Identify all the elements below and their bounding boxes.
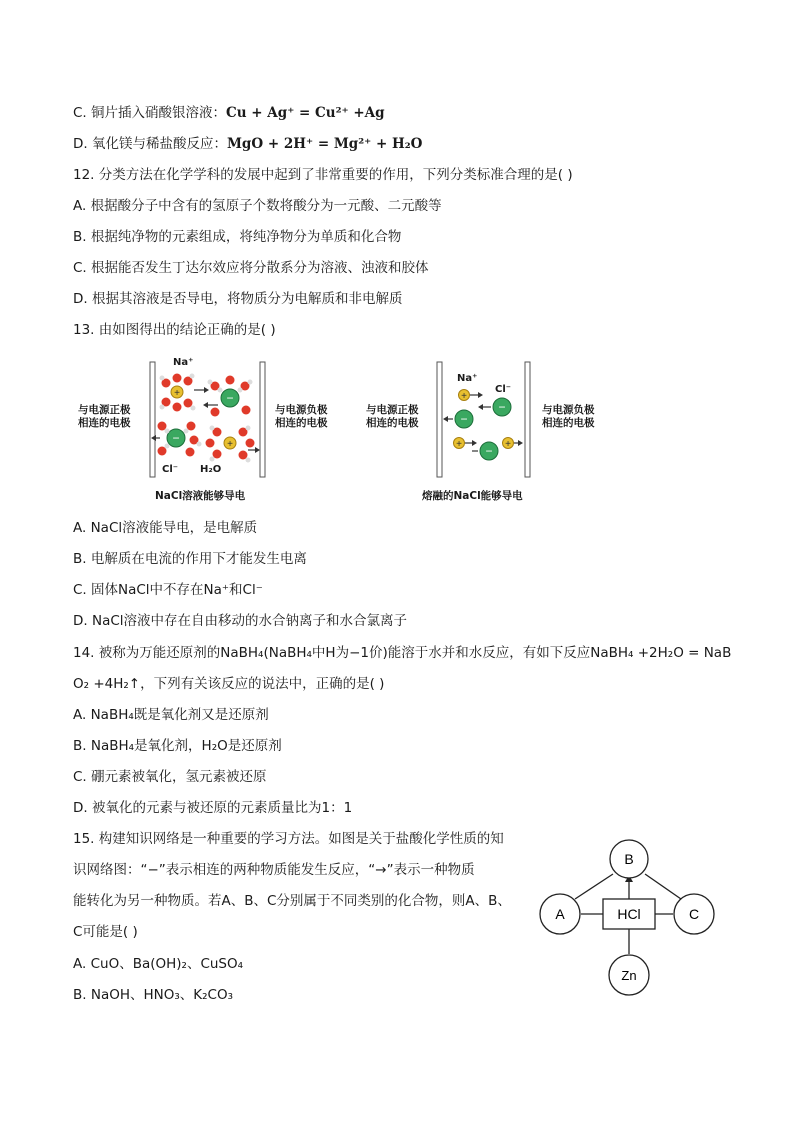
- na-ion: [503, 438, 514, 451]
- svg-text:+: +: [461, 391, 467, 402]
- q13-option-c: C. 固体NaCl中不存在Na⁺和Cl⁻: [73, 582, 263, 598]
- left-fig-caption: NaCl溶液能够导电: [155, 490, 246, 502]
- hcl-network-diagram: [533, 833, 733, 1003]
- q11-option-d-equation: MgO + 2H⁺ = Mg²⁺ + H₂O: [226, 136, 423, 152]
- svg-text:−: −: [460, 412, 468, 426]
- line-a-b: [575, 874, 613, 899]
- q15-option-b: B. NaOH、HNO₃、K₂CO₃: [73, 987, 234, 1003]
- node-a-label: A: [555, 906, 565, 922]
- node-b-label: B: [624, 851, 634, 867]
- right-fig-pos-electrode-label: 与电源正极 相连的电极: [366, 404, 419, 429]
- positive-electrode: [150, 362, 155, 477]
- right-fig-cl-label: Cl⁻: [495, 384, 512, 395]
- line-b-c: [645, 874, 681, 899]
- left-fig-cl-label: Cl⁻: [162, 464, 179, 475]
- nacl-solution-diagram: [70, 350, 370, 510]
- node-hcl-label: HCl: [617, 906, 641, 922]
- q12-option-c: C. 根据能否发生丁达尔效应将分散系分为溶液、浊液和胶体: [73, 260, 429, 276]
- q12-option-a: A. 根据酸分子中含有的氢原子个数将酸分为一元酸、二元酸等: [73, 198, 442, 214]
- node-zn-label: Zn: [621, 968, 637, 983]
- q15-stem-line4: C可能是( ): [73, 924, 138, 940]
- left-fig-na-label: Na⁺: [173, 357, 194, 368]
- negative-electrode: [260, 362, 265, 477]
- q13-option-d: D. NaCl溶液中存在自由移动的水合钠离子和水合氯离子: [73, 613, 408, 629]
- svg-text:+: +: [456, 439, 462, 450]
- positive-electrode: [437, 362, 442, 477]
- q11-option-c: C. 铜片插入硝酸银溶液：Cu + Ag⁺ = Cu²⁺ +Ag: [73, 105, 385, 121]
- left-fig-pos-electrode-label: 与电源正极 相连的电极: [78, 404, 131, 429]
- q15-option-a: A. CuO、Ba(OH)₂、CuSO₄: [73, 956, 244, 972]
- q14-stem-line1: 14. 被称为万能还原剂的NaBH₄(NaBH₄中H为−1价)能溶于水并和水反应，有如下反应NaBH₄ +2H₂O = NaB: [73, 645, 732, 661]
- q14-option-a: A. NaBH₄既是氧化剂又是还原剂: [73, 707, 269, 723]
- q12-option-d: D. 根据其溶液是否导电，将物质分为电解质和非电解质: [73, 291, 403, 307]
- svg-text:+: +: [227, 439, 233, 450]
- q12-stem: 12. 分类方法在化学学科的发展中起到了非常重要的作用，下列分类标准合理的是( ): [73, 167, 573, 183]
- q15-stem-line2: 识网络图：“−”表示相连的两种物质能发生反应，“→”表示一种物质: [73, 862, 475, 878]
- q14-stem-line2: O₂ +4H₂↑，下列有关该反应的说法中，正确的是( ): [73, 676, 385, 692]
- figure-nacl-solution: [70, 350, 370, 510]
- hydrated-cl-ion: [208, 376, 253, 417]
- hydrated-cl-ion: [158, 422, 202, 457]
- right-fig-neg-electrode-label: 与电源负极 相连的电极: [542, 404, 595, 429]
- q15-stem-line1: 15. 构建知识网络是一种重要的学习方法。如图是关于盐酸化学性质的知: [73, 831, 504, 847]
- right-fig-caption: 熔融的NaCl能够导电: [422, 490, 523, 502]
- right-fig-na-label: Na⁺: [457, 373, 478, 384]
- cl-ion: [455, 410, 473, 428]
- q11-option-d: D. 氧化镁与稀盐酸反应：MgO + 2H⁺ = Mg²⁺ + H₂O: [73, 136, 423, 152]
- q11-option-c-equation: Cu + Ag⁺ = Cu²⁺ +Ag: [226, 105, 385, 121]
- svg-text:−: −: [485, 444, 493, 458]
- molten-nacl-diagram: [360, 350, 620, 510]
- left-fig-h2o-label: H₂O: [200, 464, 222, 475]
- svg-text:−: −: [498, 400, 506, 414]
- q14-option-b: B. NaBH₄是氧化剂，H₂O是还原剂: [73, 738, 282, 754]
- q13-option-a: A. NaCl溶液能导电，是电解质: [73, 520, 258, 536]
- q13-stem: 13. 由如图得出的结论正确的是( ): [73, 322, 276, 338]
- node-c-label: C: [688, 906, 700, 922]
- cl-ion: [480, 442, 498, 460]
- hydrated-na-ion: [206, 426, 255, 463]
- na-ion: [454, 438, 465, 451]
- hydrated-na-ion: [160, 374, 196, 412]
- svg-text:−: −: [172, 431, 180, 445]
- svg-text:−: −: [226, 391, 234, 405]
- q14-option-d: D. 被氧化的元素与被还原的元素质量比为1：1: [73, 800, 353, 816]
- q13-option-b: B. 电解质在电流的作用下才能发生电离: [73, 551, 307, 567]
- figure-molten-nacl: [360, 350, 620, 510]
- na-ion: [459, 390, 470, 403]
- q12-option-b: B. 根据纯净物的元素组成，将纯净物分为单质和化合物: [73, 229, 402, 245]
- negative-electrode: [525, 362, 530, 477]
- svg-text:+: +: [174, 388, 180, 399]
- cl-ion: [493, 398, 511, 416]
- svg-text:+: +: [505, 439, 511, 450]
- q15-stem-line3: 能转化为另一种物质。若A、B、C分别属于不同类别的化合物，则A、B、: [73, 893, 511, 909]
- left-fig-neg-electrode-label: 与电源负极 相连的电极: [275, 404, 328, 429]
- q14-option-c: C. 硼元素被氧化，氢元素被还原: [73, 769, 267, 785]
